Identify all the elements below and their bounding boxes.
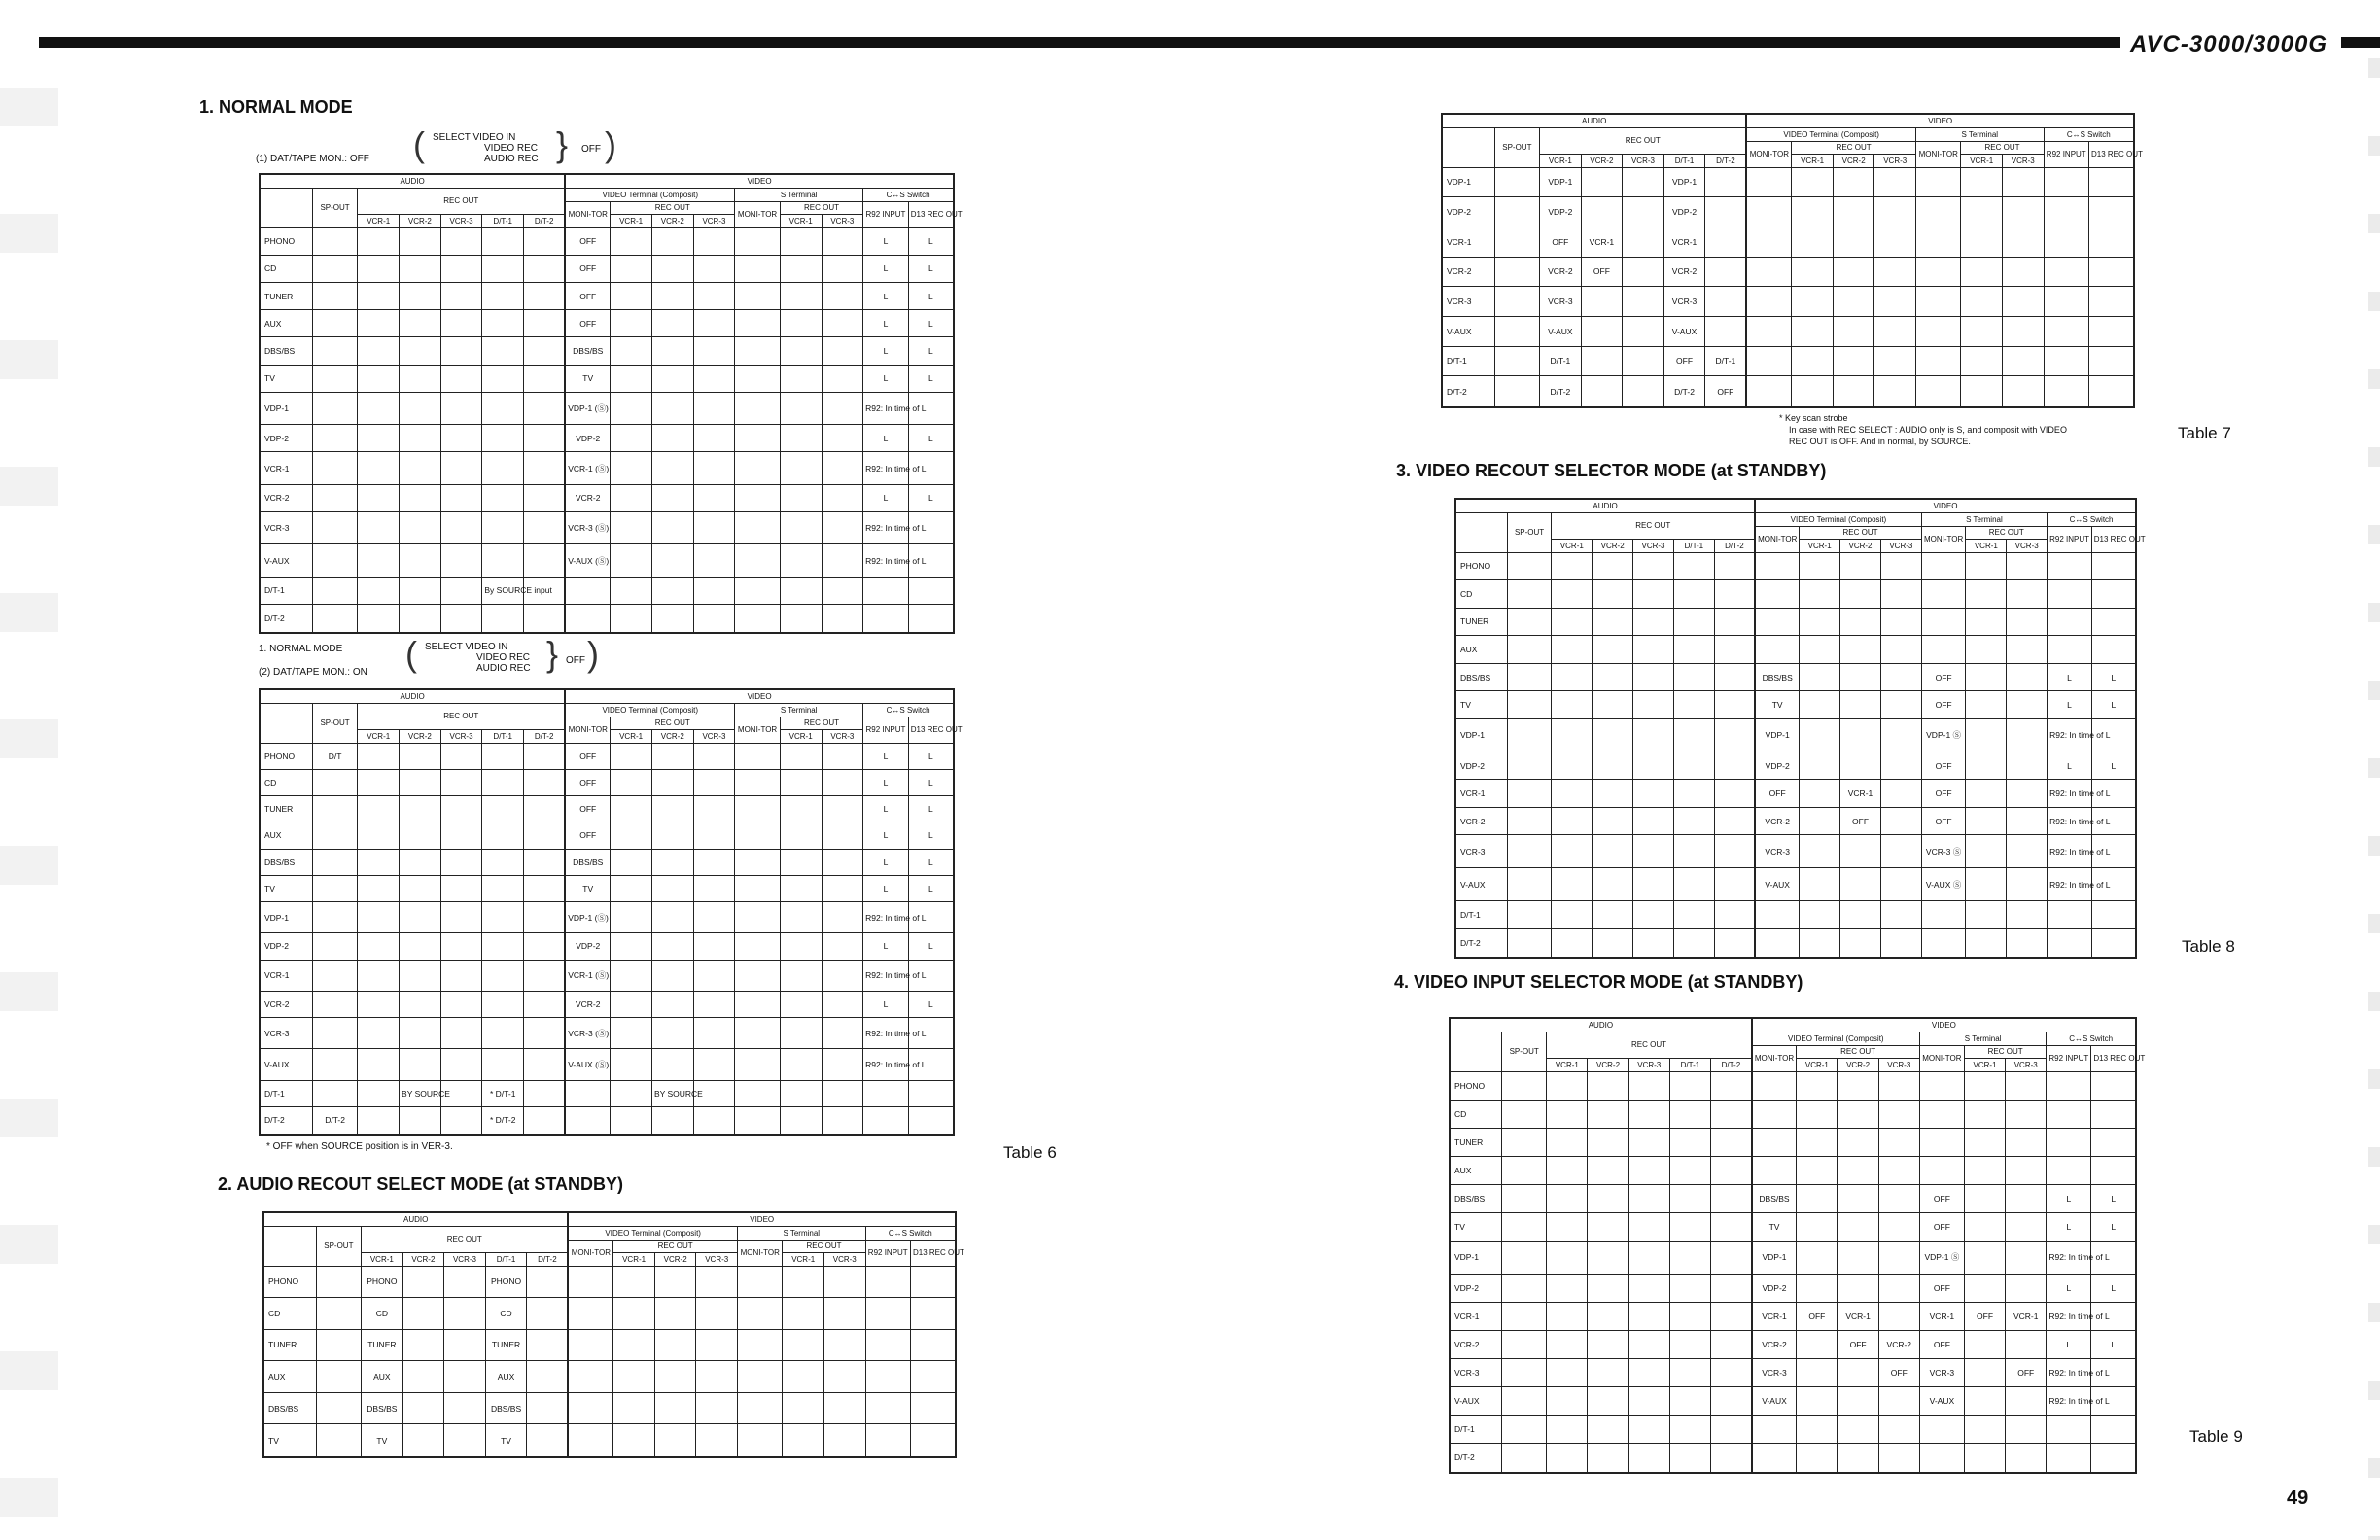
table-row: TV TV OFF L L — [1450, 1212, 2136, 1241]
section-2-title: 2. AUDIO RECOUT SELECT MODE (at STANDBY) — [218, 1174, 624, 1194]
footnote-6: * OFF when SOURCE position is in VER-3. — [266, 1141, 453, 1152]
row-label: VCR-1 — [1455, 780, 1507, 808]
note-7-3: REC OUT is OFF. And in normal, by SOURCE. — [1789, 437, 1971, 446]
row-label: V-AUX — [1442, 316, 1494, 346]
table-row: VCR-1 OFF VCR-1 OFF R92: In time of L — [1455, 780, 2136, 808]
row-label: D/T-1 — [260, 1080, 312, 1106]
table-row: VDP-2 VDP-2 OFF L L — [1455, 752, 2136, 780]
row-label: VCR-3 — [1455, 835, 1507, 868]
scan-edge-left — [0, 0, 58, 1540]
row-label: DBS/BS — [260, 849, 312, 875]
table-row: V-AUX V-AUX V-AUX Ⓢ R92: In time of L — [1455, 868, 2136, 901]
table-audio-recout: AUDIO VIDEO SP-OUT REC OUT VIDEO Terminal (Composit) S Terminal C↔S Switch MONI-TOR REC OUT MONI-TOR REC OUT R92 INPUT D13 REC OUT VCR-1 VCR-2 VCR-3 D/T-1 D/T-2 VCR-1 VCR-2 VCR-3 VCR-1 VCR-3 PHONO PHONO PHONO CD CD CD TUNER TUNER TUNER AUX AUX AUX DBS/BS DBS/BS DBS/BS TV TV TV — [262, 1211, 957, 1458]
note-7-2: In case with REC SELECT : AUDIO only is S, and composit with VIDEO — [1789, 425, 2067, 435]
row-label: TUNER — [263, 1329, 316, 1361]
table-row: V-AUX V-AUX V-AUX R92: In time of L — [1450, 1386, 2136, 1415]
row-label: TUNER — [260, 282, 312, 309]
table-row: VCR-3 VCR-3 (Ⓢ) R92: In time of L — [260, 511, 954, 543]
header-rule — [39, 37, 2333, 48]
table-9-label: Table 9 — [2189, 1427, 2243, 1446]
table-row: VDP-2 VDP-2 L L — [260, 933, 954, 960]
table-8: AUDIO VIDEO SP-OUT REC OUT VIDEO Terminal (Composit) S Terminal C↔S Switch MONI-TOR REC OUT MONI-TOR REC OUT R92 INPUT D13 REC OUT VCR-1 VCR-2 VCR-3 D/T-1 D/T-2 VCR-1 VCR-2 VCR-3 VCR-1 VCR-3 PHONO CD TUNER AUX DBS/BS DBS/BS OFF L L TV TV OFF L L VDP-1 VDP-1 VDP-1 Ⓢ R92: In time of L VDP-2 VDP-2 OFF L L VCR-1 OFF VCR-1 OFF R92: In time of L VCR-2 VCR-2 OFF OFF R92: In time of L VCR-3 VCR-3 VCR-3 Ⓢ R92: In time of L V-AUX V-AUX V-AUX Ⓢ R92: In time of L D/T-1 D/T-2 — [1454, 498, 2137, 959]
table-row: VDP-2 VDP-2 OFF L L — [1450, 1274, 2136, 1302]
row-label: CD — [260, 769, 312, 795]
row-label: VDP-1 — [1442, 167, 1494, 197]
row-label: VDP-2 — [1450, 1274, 1502, 1302]
row-label: AUX — [263, 1361, 316, 1393]
table-row: CD CD CD — [263, 1298, 956, 1330]
table-row: VCR-1 VCR-1 (Ⓢ) R92: In time of L — [260, 960, 954, 991]
table-row: V-AUX V-AUX (Ⓢ) R92: In time of L — [260, 1049, 954, 1080]
row-label: PHONO — [260, 228, 312, 255]
row-label: V-AUX — [1450, 1386, 1502, 1415]
table-row: VCR-2 VCR-2 L L — [260, 991, 954, 1017]
table-row: VCR-2 VCR-2 L L — [260, 484, 954, 511]
table-row — [1450, 1443, 2136, 1473]
note-7-1: * Key scan strobe — [1779, 413, 1848, 423]
mode-label-1: (1) DAT/TAPE MON.: OFF — [256, 154, 369, 164]
row-label: TV — [260, 875, 312, 901]
table-row: TV TV TV — [263, 1424, 956, 1457]
table-row: PHONO PHONO PHONO — [263, 1266, 956, 1298]
table-row: VDP-2 VDP-2 L L — [260, 425, 954, 452]
table-row: VCR-3 VCR-3 OFF VCR-3 OFF R92: In time of L — [1450, 1358, 2136, 1386]
table-row: AUX AUX AUX — [263, 1361, 956, 1393]
table-row: DBS/BS DBS/BS OFF L L — [1455, 663, 2136, 691]
row-label: TV — [1450, 1212, 1502, 1241]
section-1-title: 1. NORMAL MODE — [199, 97, 353, 117]
table-row: VDP-1 VDP-1 VDP-1 Ⓢ R92: In time of L — [1450, 1241, 2136, 1274]
row-label: VCR-3 — [1442, 287, 1494, 317]
row-label: D/T-1 — [1450, 1415, 1502, 1443]
table-row: VDP-1 VDP-1 VDP-1 — [1442, 167, 2134, 197]
row-label: VCR-2 — [260, 484, 312, 511]
row-label: DBS/BS — [1455, 663, 1507, 691]
table-row: D/T-1 By SOURCE input — [260, 577, 954, 604]
table-row — [1450, 1128, 2136, 1156]
row-label: D/T-2 — [260, 1106, 312, 1135]
row-label: AUX — [260, 822, 312, 849]
table-7-label: Table 7 — [2178, 424, 2231, 442]
table-row: DBS/BS DBS/BS L L — [260, 849, 954, 875]
section-4-title: 4. VIDEO INPUT SELECTOR MODE (at STANDBY) — [1394, 972, 1803, 992]
row-label: AUX — [1455, 636, 1507, 664]
row-label: TV — [260, 365, 312, 392]
table-row: VCR-3 VCR-3 VCR-3 — [1442, 287, 2134, 317]
table-row: VDP-1 VDP-1 VDP-1 Ⓢ R92: In time of L — [1455, 718, 2136, 752]
table-row — [1455, 580, 2136, 609]
table-row: CD OFF L L — [260, 255, 954, 282]
row-label: V-AUX — [260, 1049, 312, 1080]
row-label: AUX — [1450, 1156, 1502, 1184]
row-label: PHONO — [1450, 1071, 1502, 1100]
row-label: VCR-2 — [260, 991, 312, 1017]
select-off-2: OFF — [566, 655, 585, 666]
table-row — [1455, 552, 2136, 580]
table-row: D/T-1 BY SOURCE * D/T-1 BY SOURCE — [260, 1080, 954, 1106]
table-8-label: Table 8 — [2182, 937, 2235, 956]
row-label: CD — [263, 1298, 316, 1330]
row-label: D/T-1 — [1442, 346, 1494, 376]
row-label: TUNER — [1450, 1128, 1502, 1156]
paren-close-4: ) — [587, 634, 599, 674]
row-label: VDP-1 — [1455, 718, 1507, 752]
paren-close-3: } — [546, 634, 559, 674]
table-row: AUX OFF L L — [260, 310, 954, 337]
row-label: VCR-3 — [1450, 1358, 1502, 1386]
row-label: TUNER — [260, 796, 312, 822]
row-label: DBS/BS — [263, 1392, 316, 1424]
row-label: D/T-2 — [260, 604, 312, 633]
table-row: VCR-2 VCR-2 OFF VCR-2 — [1442, 257, 2134, 287]
table-row: DBS/BS DBS/BS OFF L L — [1450, 1184, 2136, 1212]
select-box-1: SELECT VIDEO IN VIDEO REC AUDIO REC — [433, 132, 539, 164]
table-6a: AUDIO VIDEO SP-OUT REC OUT VIDEO Terminal (Composit) S Terminal C↔S Switch MONI-TOR REC OUT MONI-TOR REC OUT R92 INPUT D13 REC OUT VCR-1 VCR-2 VCR-3 D/T-1 D/T-2 VCR-1 VCR-2 VCR-3 VCR-1 VCR-3 PHONO OFF L L CD OFF L L TUNER OFF L L AUX OFF L L DBS/BS DBS/BS L L TV TV L L VDP-1 VDP-1 (Ⓢ) R92: In time of L VDP-2 VDP-2 L L VCR-1 VCR-1 (Ⓢ) R92: In time of L VCR-2 VCR-2 L L VCR-3 VCR-3 (Ⓢ) R92: In time of L V-AUX V-AUX (Ⓢ) R92: In time of L D/T-1 By SOURCE input D/T-2 — [259, 173, 955, 634]
row-label: D/T-2 — [1442, 376, 1494, 407]
row-label: VCR-1 — [260, 960, 312, 991]
row-label: AUX — [260, 310, 312, 337]
table-row: VCR-1 VCR-1 OFF VCR-1 VCR-1 OFF VCR-1 R92: In time of L — [1450, 1302, 2136, 1330]
table-row: VCR-2 VCR-2 OFF OFF R92: In time of L — [1455, 807, 2136, 835]
mode-label-2: (2) DAT/TAPE MON.: ON — [259, 667, 368, 678]
table-7: AUDIO VIDEO SP-OUT REC OUT VIDEO Terminal (Composit) S Terminal C↔S Switch MONI-TOR REC OUT MONI-TOR REC OUT R92 INPUT D13 REC OUT VCR-1 VCR-2 VCR-3 D/T-1 D/T-2 VCR-1 VCR-2 VCR-3 VCR-1 VCR-3 VDP-1 VDP-1 VDP-1 VDP-2 VDP-2 VDP-2 VCR-1 OFF VCR-1 VCR-1 VCR-2 VCR-2 OFF VCR-2 VCR-3 VCR-3 VCR-3 V-AUX V-AUX V-AUX D/T-1 D/T-1 OFF D/T-1 D/T-2 D/T-2 D/T-2 OFF — [1441, 113, 2135, 408]
select-box-2: SELECT VIDEO IN VIDEO REC AUDIO REC — [425, 642, 531, 674]
row-label: D/T-2 — [1455, 928, 1507, 958]
row-label: PHONO — [1455, 552, 1507, 580]
row-label: CD — [1455, 580, 1507, 609]
table-9: AUDIO VIDEO SP-OUT REC OUT VIDEO Terminal (Composit) S Terminal C↔S Switch MONI-TOR REC OUT MONI-TOR REC OUT R92 INPUT D13 REC OUT VCR-1 VCR-2 VCR-3 D/T-1 D/T-2 VCR-1 VCR-2 VCR-3 VCR-1 VCR-3 PHONO CD TUNER AUX DBS/BS DBS/BS OFF L L TV TV OFF L L VDP-1 VDP-1 VDP-1 Ⓢ R92: In time of L VDP-2 VDP-2 OFF L L VCR-1 VCR-1 OFF VCR-1 VCR-1 OFF VCR-1 R92: In time of L VCR-2 VCR-2 OFF VCR-2 OFF L L VCR-3 VCR-3 OFF VCR-3 OFF R92: In time of L V-AUX V-AUX V-AUX R92: In time of L D/T-1 D/T-2 — [1449, 1017, 2137, 1474]
table-row: PHONO OFF L L — [260, 228, 954, 255]
table-row: TUNER TUNER TUNER — [263, 1329, 956, 1361]
model-title: AVC-3000/3000G — [2120, 31, 2337, 58]
select-off-1: OFF — [581, 144, 601, 155]
table-row: VCR-1 VCR-1 (Ⓢ) R92: In time of L — [260, 452, 954, 484]
row-label: VDP-2 — [1455, 752, 1507, 780]
row-label: V-AUX — [1455, 868, 1507, 901]
table-row: V-AUX V-AUX (Ⓢ) R92: In time of L — [260, 544, 954, 577]
paren-close-2: ) — [605, 124, 616, 164]
row-label: CD — [1450, 1100, 1502, 1128]
row-label: VCR-2 — [1450, 1330, 1502, 1358]
table-row: CD OFF L L — [260, 769, 954, 795]
row-label: TV — [1455, 691, 1507, 719]
row-label: DBS/BS — [260, 337, 312, 365]
table-row: VCR-2 VCR-2 OFF VCR-2 OFF L L — [1450, 1330, 2136, 1358]
row-label: D/T-2 — [1450, 1443, 1502, 1473]
table-row: V-AUX V-AUX V-AUX — [1442, 316, 2134, 346]
row-label: VDP-1 — [1450, 1241, 1502, 1274]
table-row: TUNER OFF L L — [260, 282, 954, 309]
table-6b: AUDIO VIDEO SP-OUT REC OUT VIDEO Terminal (Composit) S Terminal C↔S Switch MONI-TOR REC OUT MONI-TOR REC OUT R92 INPUT D13 REC OUT VCR-1 VCR-2 VCR-3 D/T-1 D/T-2 VCR-1 VCR-2 VCR-3 VCR-1 VCR-3 PHONO D/T OFF L L CD OFF L L TUNER OFF L L AUX OFF L L DBS/BS DBS/BS L L TV TV L L VDP-1 VDP-1 (Ⓢ) R92: In time of L VDP-2 VDP-2 L L VCR-1 VCR-1 (Ⓢ) R92: In time of L VCR-2 VCR-2 L L VCR-3 VCR-3 (Ⓢ) R92: In time of L V-AUX V-AUX (Ⓢ) R92: In time of L D/T-1 BY SOURCE * D/T-1 BY SOURCE D/T-2 D/T-2 * D/T-2 — [259, 688, 955, 1136]
row-label: D/T-1 — [1455, 901, 1507, 929]
table-row: D/T-2 D/T-2 * D/T-2 — [260, 1106, 954, 1135]
row-label: TUNER — [1455, 608, 1507, 636]
row-label: VCR-3 — [260, 511, 312, 543]
table-row: DBS/BS DBS/BS DBS/BS — [263, 1392, 956, 1424]
row-label: VCR-1 — [1450, 1302, 1502, 1330]
table-row: TV TV L L — [260, 365, 954, 392]
table-row: VDP-1 VDP-1 (Ⓢ) R92: In time of L — [260, 902, 954, 933]
table-row — [1455, 901, 2136, 929]
table-6-label: Table 6 — [1003, 1143, 1057, 1162]
table-row: D/T-1 D/T-1 OFF D/T-1 — [1442, 346, 2134, 376]
paren-open-2: ( — [405, 634, 417, 674]
table-row: PHONO D/T OFF L L — [260, 743, 954, 769]
row-label: VDP-1 — [260, 902, 312, 933]
table-row — [1455, 928, 2136, 958]
row-label: V-AUX — [260, 544, 312, 577]
table-row: TUNER OFF L L — [260, 796, 954, 822]
table-row: D/T-2 D/T-2 D/T-2 OFF — [1442, 376, 2134, 407]
table-row — [1450, 1071, 2136, 1100]
row-label: VDP-2 — [260, 425, 312, 452]
table-row — [1455, 608, 2136, 636]
row-label: VDP-2 — [1442, 197, 1494, 228]
row-label: CD — [260, 255, 312, 282]
row-label: VCR-3 — [260, 1018, 312, 1049]
row-label: VCR-1 — [260, 452, 312, 484]
header-rule-end — [2341, 37, 2380, 48]
row-label: VCR-2 — [1455, 807, 1507, 835]
row-label: VDP-2 — [260, 933, 312, 960]
row-label: PHONO — [260, 743, 312, 769]
table-row: TV TV L L — [260, 875, 954, 901]
table-row — [1450, 1156, 2136, 1184]
table-row: VCR-3 VCR-3 VCR-3 Ⓢ R92: In time of L — [1455, 835, 2136, 868]
table-row: DBS/BS DBS/BS L L — [260, 337, 954, 365]
paren-open: ( — [413, 124, 425, 164]
row-label: DBS/BS — [1450, 1184, 1502, 1212]
row-label: VCR-1 — [1442, 227, 1494, 257]
paren-close: } — [556, 124, 569, 164]
table-row — [1450, 1100, 2136, 1128]
table-row: TV TV OFF L L — [1455, 691, 2136, 719]
table-row: VDP-1 VDP-1 (Ⓢ) R92: In time of L — [260, 392, 954, 424]
row-label: PHONO — [263, 1266, 316, 1298]
row-label: VDP-1 — [260, 392, 312, 424]
section-3-title: 3. VIDEO RECOUT SELECTOR MODE (at STANDBY) — [1396, 461, 1827, 480]
row-label: VCR-2 — [1442, 257, 1494, 287]
row-label: D/T-1 — [260, 577, 312, 604]
mode-title-2: 1. NORMAL MODE — [259, 644, 343, 654]
row-label: TV — [263, 1424, 316, 1457]
table-row — [260, 604, 954, 633]
scan-edge-right — [2368, 0, 2380, 1540]
table-row: VCR-3 VCR-3 (Ⓢ) R92: In time of L — [260, 1018, 954, 1049]
table-row — [1455, 636, 2136, 664]
table-row — [1450, 1415, 2136, 1443]
table-row: AUX OFF L L — [260, 822, 954, 849]
table-row: VDP-2 VDP-2 VDP-2 — [1442, 197, 2134, 228]
page-number: 49 — [2287, 1488, 2309, 1509]
table-row: VCR-1 OFF VCR-1 VCR-1 — [1442, 227, 2134, 257]
